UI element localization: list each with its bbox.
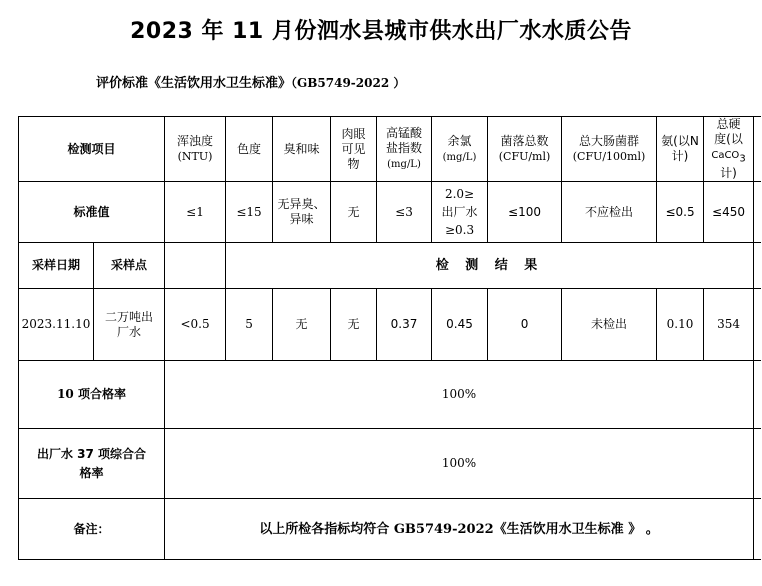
header-coliform-unit: (CFU/100ml)	[572, 150, 646, 164]
standard-cod: ≤3	[377, 182, 432, 243]
result-cod: 0.37	[377, 289, 432, 361]
result-odor: 无	[273, 289, 331, 361]
standard-row	[19, 182, 761, 243]
standard-chlorine-l1: 2.0≥	[444, 187, 475, 202]
edge-cell	[754, 429, 761, 499]
pass37-value: 100%	[165, 429, 754, 499]
header-visible-l3: 物	[347, 156, 360, 171]
standard-label: 标准值	[19, 182, 165, 243]
result-coliform: 未检出	[562, 289, 657, 361]
empty-cell	[165, 243, 226, 289]
standard-coliform: 不应检出	[562, 182, 657, 243]
header-bacteria	[488, 117, 562, 182]
standard-name: 评价标准《生活饮用水卫生标准》	[96, 76, 292, 91]
standard-chlorine-l2: 出厂水	[441, 205, 478, 220]
edge-cell	[754, 243, 761, 289]
header-turbidity	[165, 117, 226, 182]
edge-cell	[754, 499, 761, 560]
header-chlorine	[432, 117, 488, 182]
header-coliform	[562, 117, 657, 182]
header-hardness-l4: 计)	[720, 166, 737, 181]
header-bacteria-label: 菌落总数	[500, 134, 549, 149]
header-cod-l1: 高锰酸	[386, 126, 423, 141]
header-hardness	[704, 117, 754, 182]
header-cod	[377, 117, 432, 182]
header-visible-l2: 可见	[341, 141, 366, 156]
results-header: 检 测 结 果	[226, 243, 754, 289]
sample-date-header: 采样日期	[19, 243, 94, 289]
note-label: 备注：	[19, 499, 165, 560]
sample-header-row	[19, 243, 761, 289]
pass37-label	[19, 429, 165, 499]
edge-cell	[754, 182, 761, 243]
standard-odor-l2: 异味	[289, 212, 314, 227]
result-hardness: 354	[704, 289, 754, 361]
result-color: 5	[226, 289, 273, 361]
header-odor: 臭和味	[273, 117, 331, 182]
header-chlorine-unit: (mg/L)	[442, 151, 477, 163]
header-hardness-l3: CaCO	[711, 150, 740, 161]
result-point-l2: 厂水	[117, 324, 142, 339]
standard-chlorine	[432, 182, 488, 243]
header-hardness-l1: 总硬	[716, 117, 741, 131]
standard-ammonia: ≤0.5	[657, 182, 704, 243]
water-quality-table	[18, 116, 761, 560]
pass37-label-l1: 出厂水 37 项综合合	[36, 446, 147, 461]
header-coliform-label: 总大肠菌群	[579, 134, 640, 149]
evaluation-standard	[96, 72, 405, 91]
result-visible: 无	[331, 289, 377, 361]
header-bacteria-unit: (CFU/ml)	[498, 150, 551, 164]
header-visible	[331, 117, 377, 182]
header-chlorine-label: 余氯	[447, 133, 472, 148]
header-hardness-sub: 3	[739, 153, 746, 165]
standard-chlorine-l3: ≥0.3	[444, 223, 475, 238]
header-hardness-l2: 度(以	[714, 132, 743, 146]
pass10-value: 100%	[165, 361, 754, 429]
header-cod-l2: 盐指数	[386, 141, 423, 156]
standard-turbidity: ≤1	[165, 182, 226, 243]
result-point	[94, 289, 165, 361]
standard-color: ≤15	[226, 182, 273, 243]
header-visible-l1: 肉眼	[341, 126, 366, 141]
header-cod-unit: (mg/L)	[387, 159, 421, 171]
edge-cell	[754, 117, 761, 182]
result-point-l1: 二万吨出	[105, 309, 154, 324]
header-item: 检测项目	[19, 117, 165, 182]
standard-bacteria: ≤100	[488, 182, 562, 243]
pass10-label: 10 项合格率	[19, 361, 165, 429]
page-title: 2023 年 11 月份泗水县城市供水出厂水水质公告	[130, 19, 632, 44]
note-text: 以上所检各指标均符合 GB5749-2022《生活饮用水卫生标准 》 。	[165, 499, 754, 560]
standard-odor-l1: 无异臭、	[277, 197, 326, 212]
result-turbidity: <0.5	[165, 289, 226, 361]
note-row	[19, 499, 761, 560]
standard-odor	[273, 182, 331, 243]
header-turbidity-label: 浑浊度	[177, 134, 214, 149]
header-color: 色度	[226, 117, 273, 182]
result-chlorine: 0.45	[432, 289, 488, 361]
pass37-row	[19, 429, 761, 499]
pass37-label-l2: 格率	[79, 465, 104, 480]
result-ammonia: 0.10	[657, 289, 704, 361]
header-turbidity-unit: (NTU)	[177, 150, 213, 164]
standard-visible: 无	[331, 182, 377, 243]
result-date: 2023.11.10	[19, 289, 94, 361]
standard-code: （GB5749-2022 ）	[291, 76, 406, 90]
result-row	[19, 289, 761, 361]
header-ammonia-l1: 氨(以N	[661, 134, 699, 149]
edge-cell	[754, 289, 761, 361]
pass10-row	[19, 361, 761, 429]
sample-point-header: 采样点	[94, 243, 165, 289]
result-bacteria: 0	[488, 289, 562, 361]
header-row	[19, 117, 761, 182]
standard-hardness: ≤450	[704, 182, 754, 243]
header-ammonia-l2: 计)	[671, 149, 689, 164]
edge-cell	[754, 361, 761, 429]
header-ammonia	[657, 117, 704, 182]
